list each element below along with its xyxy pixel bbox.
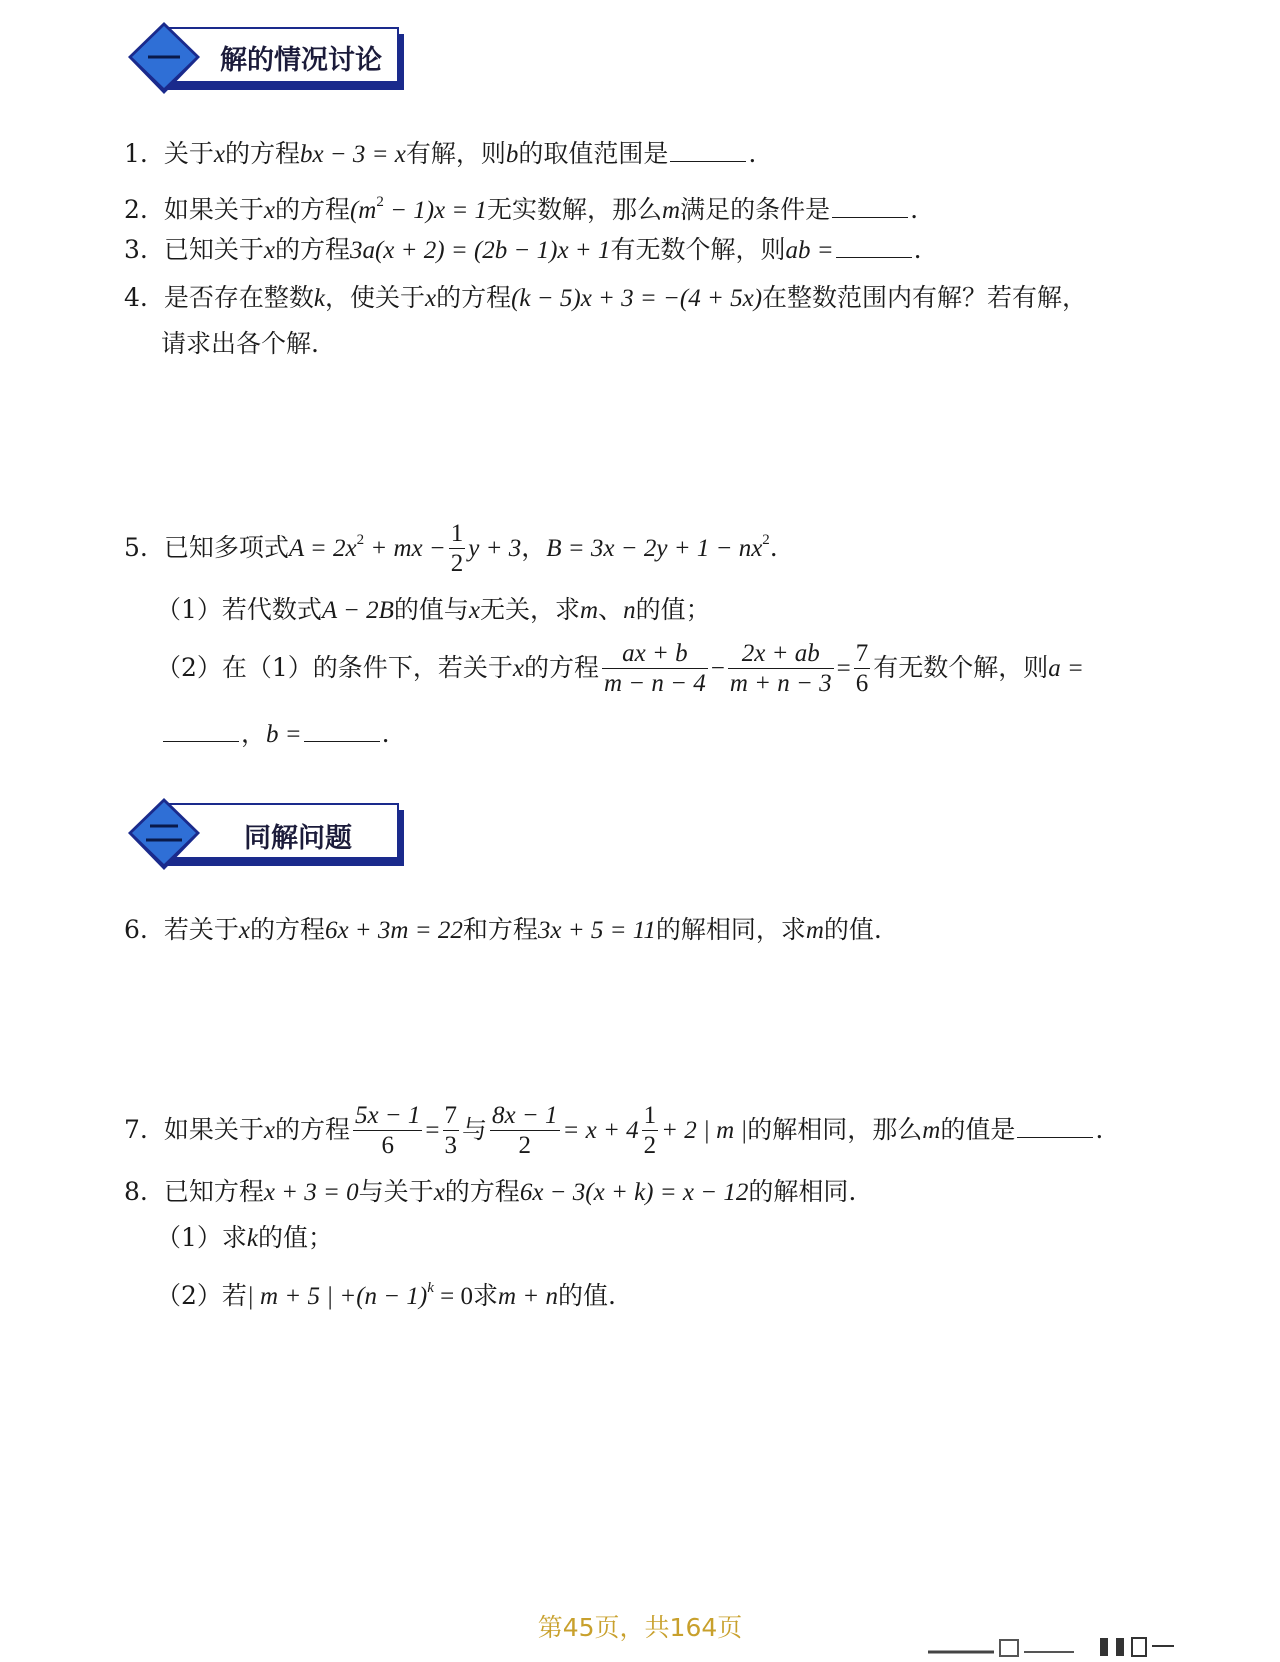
equation: x + 3 = 0 bbox=[263, 1179, 359, 1206]
section-title: 同解问题 bbox=[244, 823, 352, 854]
scan-artifact-graphic bbox=[924, 1634, 1184, 1662]
equation: 6x + 3m = 22 bbox=[324, 917, 463, 944]
equation: 3a(x + 2) = (2b − 1)x + 1 bbox=[349, 237, 611, 264]
equation-B: $B = 3x - 2y + 1 - nx^2$ bbox=[546, 532, 770, 562]
fraction: $\frac{1}{2}$ bbox=[643, 1102, 657, 1159]
question-number: 4. bbox=[124, 283, 148, 312]
question-1: 1. 关于x的方程bx − 3 = x有解，则b的取值范围是 . bbox=[124, 139, 757, 168]
page-footer: 第45页，共164页 bbox=[537, 1613, 743, 1642]
equation: bx − 3 = x bbox=[299, 141, 406, 168]
equation: | m + 5 | $+(n - 1)^k = 0$ bbox=[246, 1280, 474, 1310]
fraction: $\frac{7}{6}$ bbox=[855, 640, 869, 697]
question-5-part-1: （1）若代数式A − 2B的值与x无关，求m、n的值； bbox=[156, 595, 711, 624]
question-5: 5. 已知多项式$A = 2x^2$ + mx − $\frac{1}{2}$ y + 3，$B = 3x - 2y + 1 - nx^2$. bbox=[124, 520, 778, 577]
question-4-line2: 请求出各个解. bbox=[161, 329, 319, 358]
equation: 6x − 3(x + k) = x − 12 bbox=[519, 1179, 749, 1206]
equation-A: $A = 2x^2$ + mx − bbox=[288, 532, 446, 562]
fraction: $\frac{7}{3}$ bbox=[444, 1102, 458, 1159]
question-6: 6. 若关于x的方程6x + 3m = 22和方程3x + 5 = 11的解相同，求m的值. bbox=[124, 915, 882, 944]
fraction: $\frac{2x + ab}{m + n - 3}$ bbox=[729, 640, 832, 697]
question-number: 1. bbox=[124, 139, 148, 168]
equation: 3x + 5 = 11 bbox=[537, 917, 656, 944]
fraction: $\frac{8x - 1}{2}$ bbox=[492, 1102, 558, 1159]
answer-blank bbox=[1017, 1115, 1093, 1138]
answer-blank bbox=[670, 139, 746, 162]
question-5-part-2: （2）在（1）的条件下，若关于x的方程 $\frac{ax + b}{m - n - 4}$ − $\frac{2x + ab}{m + n - 3}$ = $\frac{7}{6}$ 有无数个解，则a = bbox=[156, 640, 1084, 697]
question-5-answers: ，b = . bbox=[161, 718, 390, 751]
answer-blank bbox=[832, 195, 908, 218]
fraction: $\frac{1}{2}$ bbox=[450, 520, 464, 577]
answer-blank-a bbox=[163, 719, 239, 742]
answer-blank-b bbox=[304, 719, 380, 742]
answer-blank bbox=[836, 235, 912, 258]
equation: (k − 5)x + 3 = −(4 + 5x) bbox=[511, 285, 763, 312]
question-8-part-2: （2）若| m + 5 | $+(n - 1)^k = 0$求m + n的值. bbox=[156, 1280, 616, 1310]
question-8: 8. 已知方程x + 3 = 0与关于x的方程6x − 3(x + k) = x − 12的解相同. bbox=[124, 1177, 857, 1206]
section-header-1 bbox=[124, 20, 414, 100]
equation: $(m^2 - 1)x = 1$ bbox=[349, 194, 488, 224]
question-number: 5. bbox=[124, 533, 148, 562]
question-3: 3. 已知关于x的方程3a(x + 2) = (2b − 1)x + 1有无数个解，则ab = . bbox=[124, 235, 922, 264]
question-number: 3. bbox=[124, 235, 148, 264]
question-8-part-1: （1）求k的值； bbox=[156, 1223, 334, 1252]
question-number: 2. bbox=[124, 195, 148, 224]
question-number: 7. bbox=[124, 1115, 148, 1144]
question-7: 7. 如果关于x的方程 $\frac{5x - 1}{6}$ = $\frac{7}{3}$ 与 $\frac{8x - 1}{2}$ = x + 4 $\frac{1}{2}$ + 2 | m |的解相同，那么m的值是 . bbox=[124, 1102, 1104, 1159]
question-number: 6. bbox=[124, 915, 148, 944]
fraction: $\frac{5x - 1}{6}$ bbox=[354, 1102, 421, 1159]
question-2: 2. 如果关于x的方程$(m^2 - 1)x = 1$无实数解，那么m满足的条件是 . bbox=[124, 194, 919, 224]
section-title: 解的情况讨论 bbox=[220, 45, 382, 76]
section-header-2 bbox=[124, 796, 414, 876]
question-4: 4. 是否存在整数k，使关于x的方程(k − 5)x + 3 = −(4 + 5x)在整数范围内有解？若有解， bbox=[124, 283, 1088, 312]
question-number: 8. bbox=[124, 1177, 148, 1206]
fraction: $\frac{ax + b}{m - n - 4}$ bbox=[603, 640, 706, 697]
